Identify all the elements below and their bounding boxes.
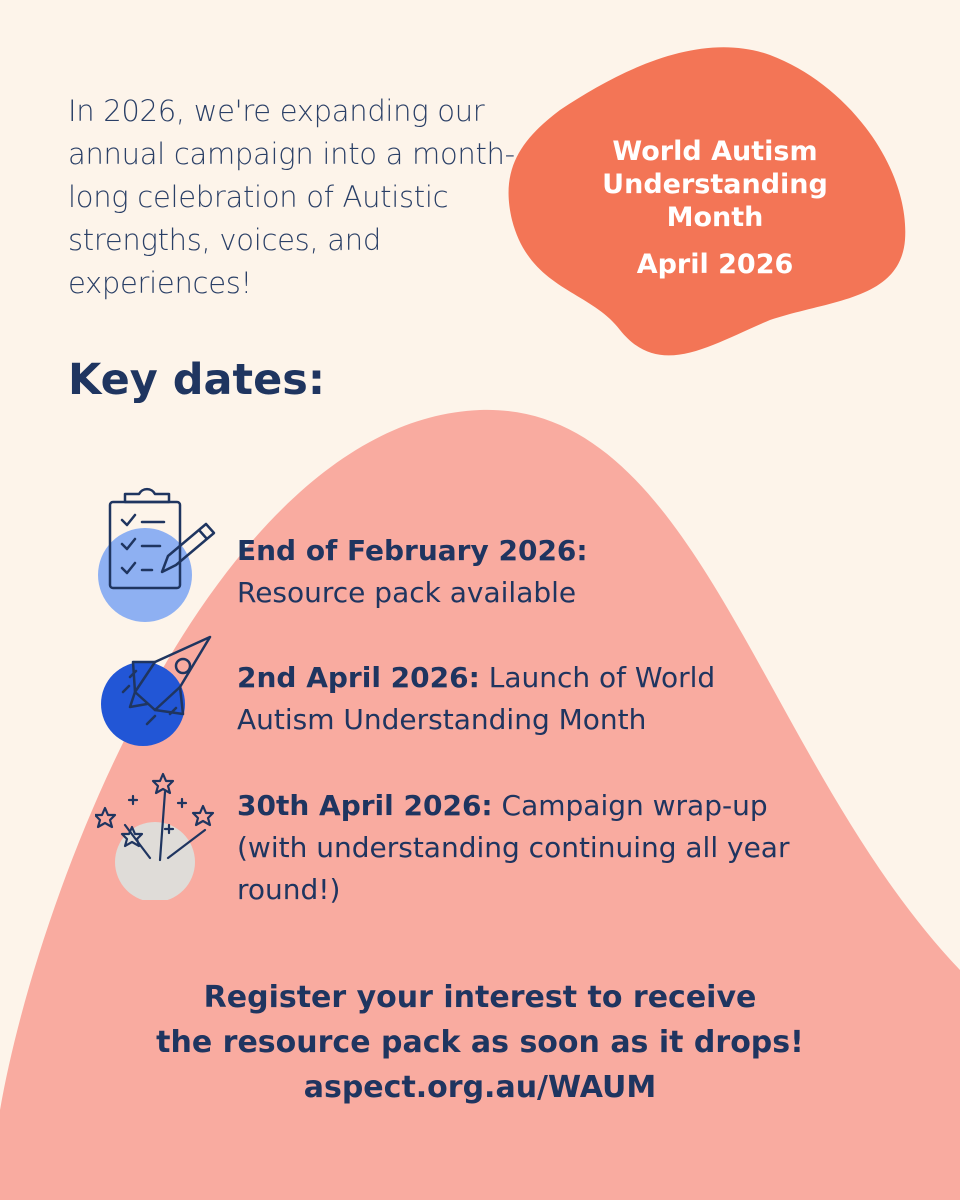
date-label: End of February 2026:: [237, 534, 588, 567]
key-date-item: [237, 530, 857, 614]
badge-title: World Autism Understanding Month: [602, 136, 828, 233]
date-label: 30th April 2026:: [237, 789, 493, 822]
clipboard-checklist-icon: [95, 480, 220, 625]
call-to-action: [0, 975, 960, 1110]
key-date-item: [237, 657, 777, 741]
key-date-item: [237, 785, 817, 911]
month-badge: [570, 135, 860, 281]
date-label: 2nd April 2026:: [237, 661, 480, 694]
date-text: Launch of World Autism Understanding Month: [237, 661, 716, 736]
cta-link[interactable]: aspect.org.au/WAUM: [303, 1070, 657, 1105]
intro-text: In 2026, we're expanding our annual campaign into a month-long celebration of Autistic strengths, voices, and experiences!: [68, 94, 515, 300]
badge-date: April 2026: [636, 249, 794, 280]
rocket-icon: [95, 632, 220, 752]
date-text: Campaign wrap-up (with understanding continuing all year round!): [237, 789, 790, 906]
key-dates-heading: Key dates:: [68, 355, 326, 405]
date-text: Resource pack available: [237, 576, 577, 609]
cta-line-2: the resource pack as soon as it drops!: [156, 1025, 804, 1060]
fireworks-stars-icon: [95, 770, 220, 900]
cta-line-1: Register your interest to receive: [203, 980, 757, 1015]
